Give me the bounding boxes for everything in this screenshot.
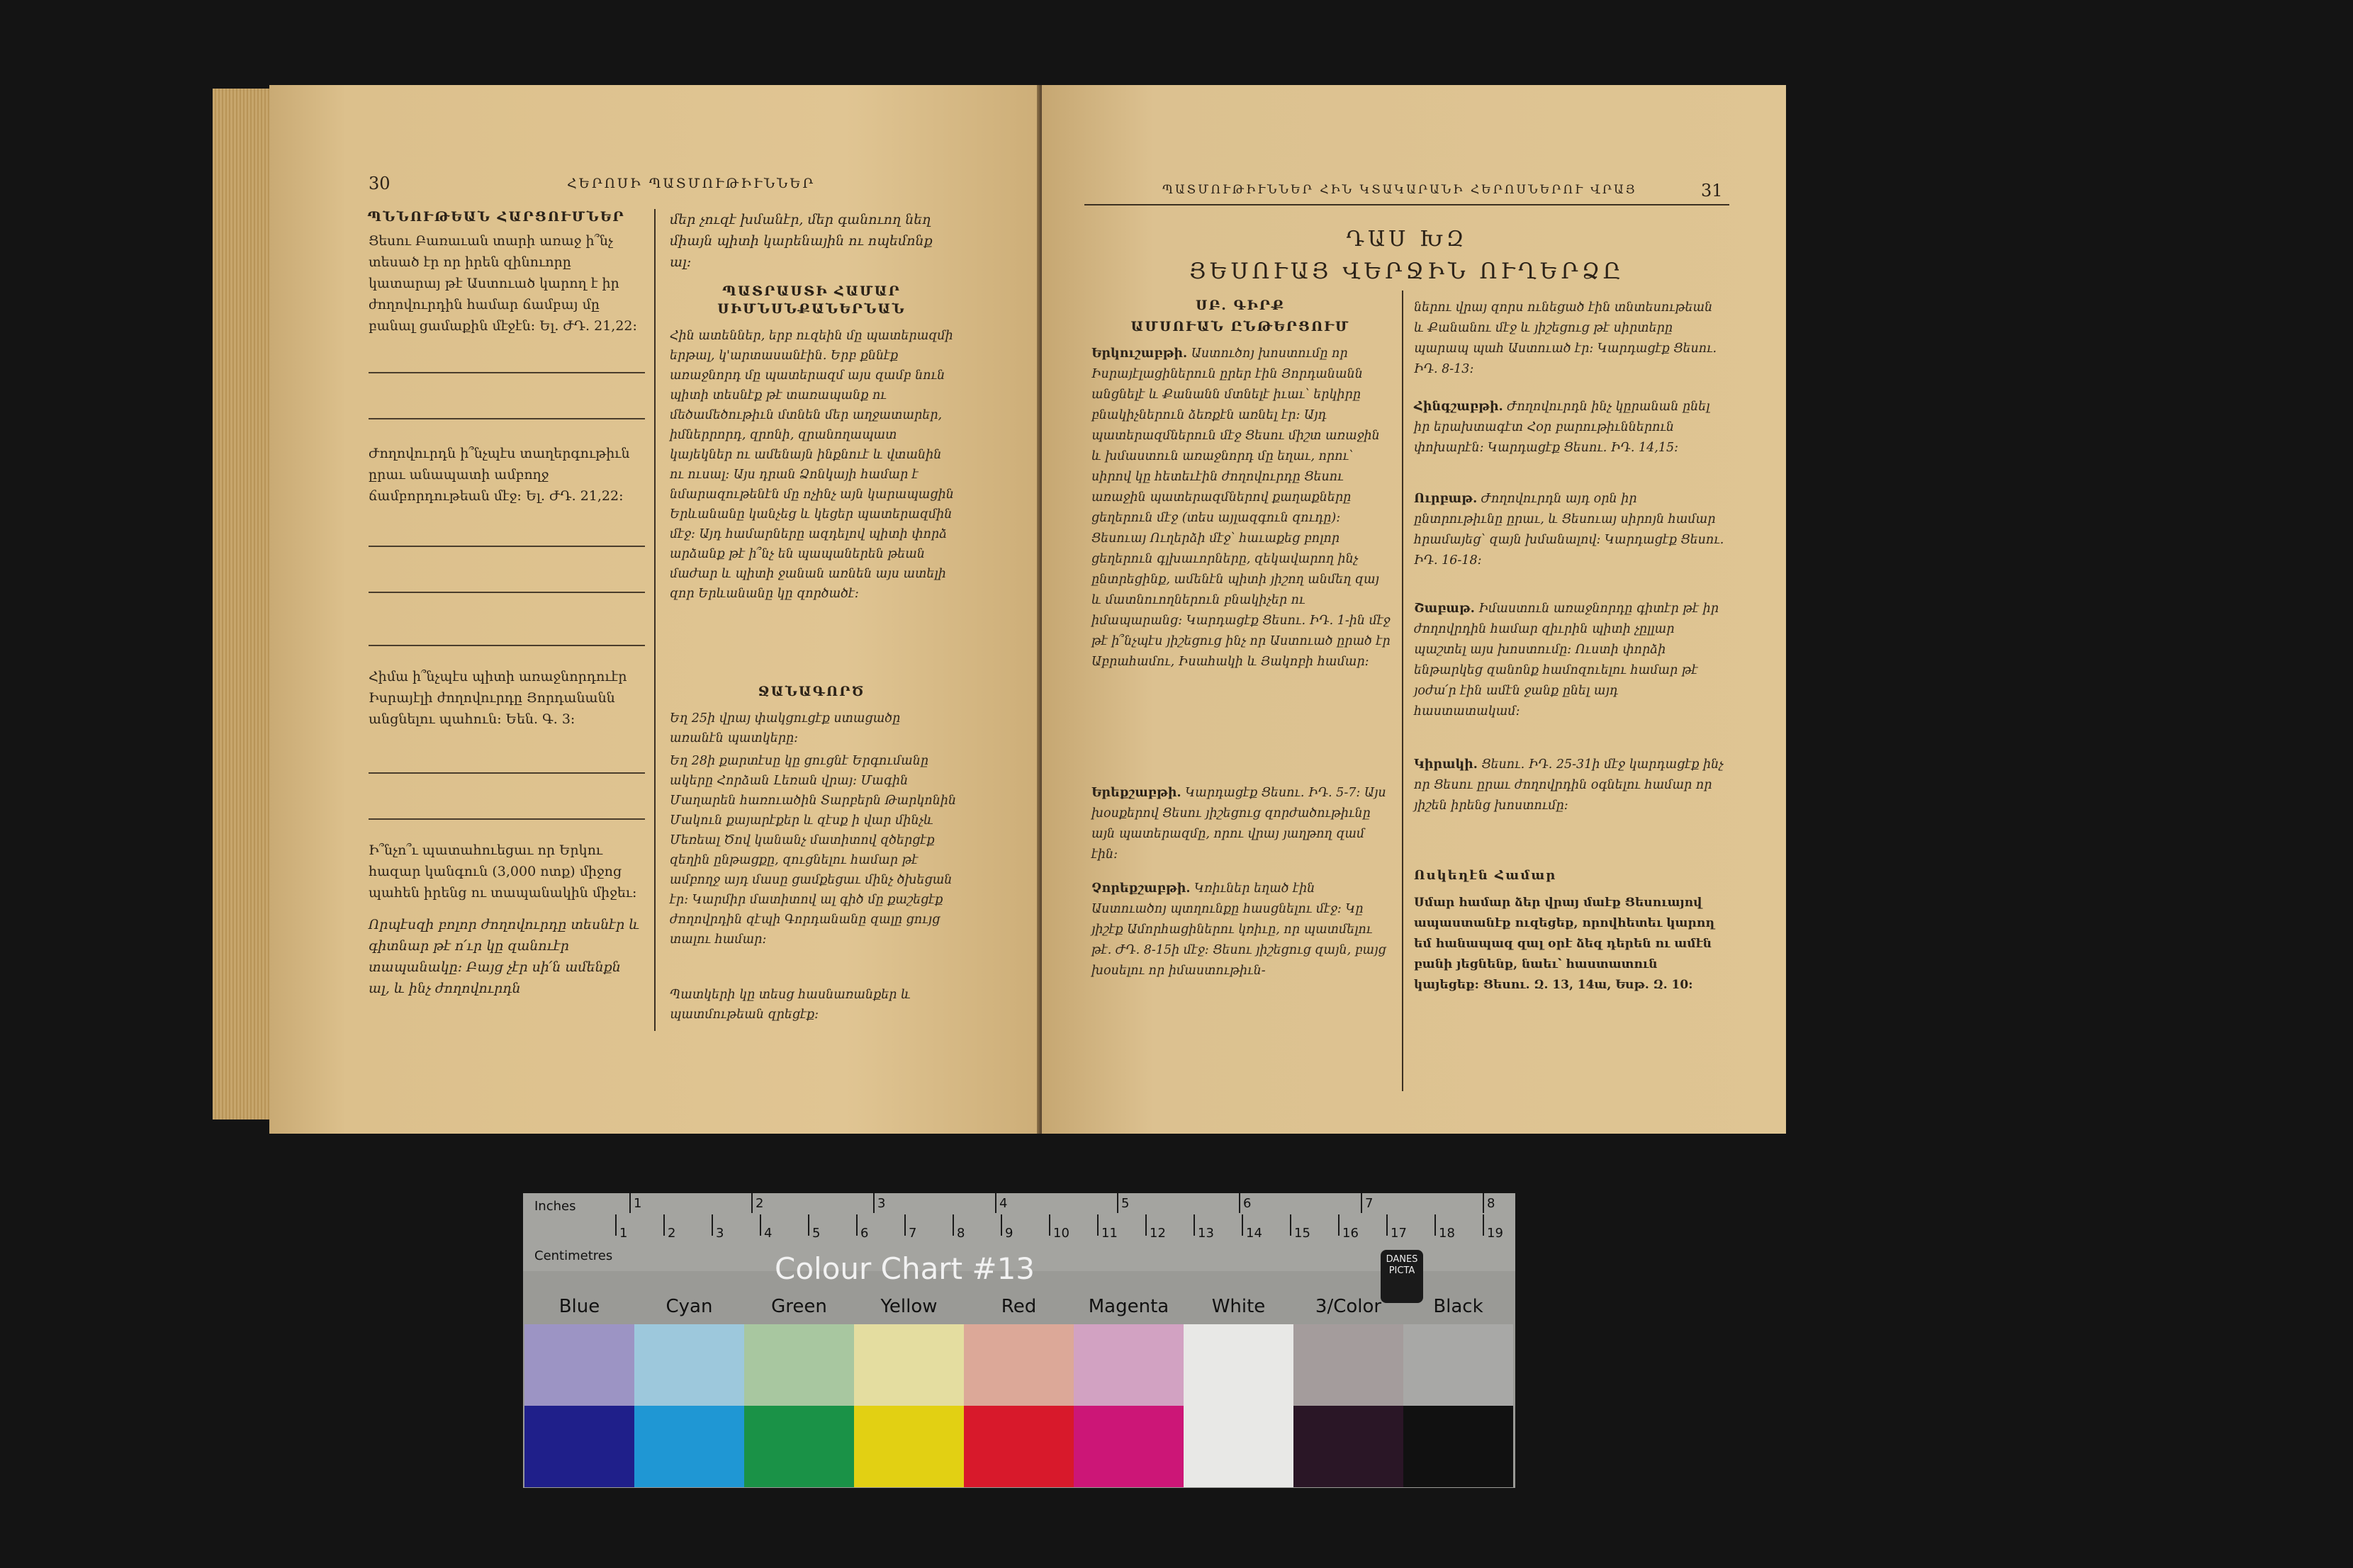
sunday-text: Ցեսու. ԻԴ. 25-31ի մէջ կարդացէք ինչ որ Ցեսու ըրաւ ժողովրդին օգնելու համար որ յիշեն իրենց խոստումը: (1414, 757, 1724, 813)
cm-tick (1483, 1214, 1484, 1236)
cm-tick-label: 7 (909, 1226, 917, 1241)
activity-text-3: Պատկերի կը տեսց հասնառանքեր և պատմութեան զրեցէք: (670, 988, 911, 1022)
swatch-dark (1403, 1406, 1513, 1487)
answer-line (369, 418, 645, 419)
question-5: Որպէսզի բոլոր ժողովուրդը տեսնէր և գիտնար թէ ո՛ւր կը զանուէր տապանակը: Բայց չէր սի՛ն ամենքն ալ, և ինչ ժողովուրդն (369, 917, 640, 996)
cm-tick-label: 15 (1294, 1226, 1310, 1241)
open-book (213, 78, 1807, 1148)
cm-tick (1386, 1214, 1388, 1236)
cm-tick (1434, 1214, 1436, 1236)
activity-text-2: Եղ 28ի քարտէսը կը ցուցնէ Երգումանը ակերը Հորձան Լեռան վրայ: Մագին Մաղարեն հառուածին Տարբերն Թարկոնին Մակուն քայարէքեր և զէսք ի վար մինչև Մեռեալ Ծով կանանչ մատիտով զծերցէք զեղին ընթացքը, զուցնելու համար թէ ամբողջ այդ մասը ցամքեցաւ մինչ ծխեցան էր: Կարմիր մատիտով ալ գիծ մը քաշեցէք ժողովրդին զէպի Գորդանանը զալը ցույց տալու համար: (670, 754, 957, 947)
swatch-dark (854, 1406, 964, 1487)
cm-tick-label: 13 (1198, 1226, 1214, 1241)
bible-heading: ՍԲ. ԳԻՐՔ (1195, 298, 1286, 313)
cm-tick-label: 2 (668, 1226, 676, 1241)
swatch-dark (524, 1406, 634, 1487)
question-2: Ժողովուրդն ի՞նչպէս տաղերգութիւն ըրաւ անապատի ամբողջ ճամբորդութեան մէջ: Ել. ԺԴ. 21,22: (369, 446, 630, 504)
cm-tick (1194, 1214, 1195, 1236)
inch-tick-label: 2 (756, 1196, 764, 1211)
friday-reading (1414, 489, 1726, 571)
cm-tick (1242, 1214, 1243, 1236)
inch-tick (995, 1193, 996, 1213)
activity-text-1: Եղ 25ի վրայ փակցուցէք ստացածը առանէն պատկերը: (670, 711, 901, 745)
inch-tick (1361, 1193, 1362, 1213)
inch-tick-label: 6 (1243, 1196, 1252, 1211)
cm-tick (1290, 1214, 1291, 1236)
danes-picta-logo: DANES PICTA (1381, 1250, 1423, 1303)
swatch-light (634, 1324, 744, 1406)
wednesday-label: Չորեքշաբթի․ (1091, 881, 1191, 896)
cm-tick-label: 4 (764, 1226, 773, 1241)
cm-tick-label: 9 (1005, 1226, 1013, 1241)
saturday-reading (1414, 599, 1726, 722)
cm-tick (808, 1214, 809, 1236)
colour-chart-title: Colour Chart #13 (775, 1251, 1035, 1286)
cm-tick-label: 19 (1487, 1226, 1503, 1241)
wednesday-reading (1091, 879, 1393, 981)
answer-line (369, 592, 645, 593)
wednesday-continued: ներու վրայ զորս ունեցած էին տնտեսութեան և Քանանու մէջ և յիշեցուց թէ սիրտերը պարապ պահ Աստուած էր: Կարդացէք Ցեսու. ԻԴ. 8-13: (1414, 300, 1717, 376)
preparation-subheading: ՍԻՄՆՍՆՔԱՆԵՐՆԱՆ (717, 301, 906, 317)
inch-tick (873, 1193, 875, 1213)
memory-verse: Սմար համար ձեր վրայ մաէք Ցեսուայով ապաստանէք ուզեցեք, որովհետեւ կարող եմ հանապազ զալ օրէ ձեզ դերեն ու ամէն բանի յեցնենք, նաեւ՝ հաստատուն կայեցեք: Ցեսու. Զ. 13, 14ա, Եսթ. Զ. 10: (1414, 896, 1714, 992)
cm-tick-label: 16 (1342, 1226, 1359, 1241)
thursday-reading (1414, 397, 1726, 458)
cm-tick-label: 18 (1439, 1226, 1455, 1241)
swatch-dark (634, 1406, 744, 1487)
right-page-number: 31 (1701, 181, 1723, 201)
friday-text: Ժողովուրդն այդ օրն իր ընտրութիւնը ըրաւ, և Ցեսուայ սիրոյն համար հրամայեց՝ զայն խմանալով: Կարդացէք Ցեսու. ԻԴ. 16-18: (1414, 492, 1724, 568)
centimetres-label: Centimetres (534, 1248, 613, 1263)
cm-tick (1338, 1214, 1340, 1236)
swatch-dark (744, 1406, 854, 1487)
cm-tick-label: 5 (812, 1226, 821, 1241)
cm-tick-label: 14 (1246, 1226, 1262, 1241)
inch-tick-label: 3 (877, 1196, 886, 1211)
cm-tick (712, 1214, 713, 1236)
lesson-label: ԴԱՍ ԽԶ (1346, 227, 1468, 252)
cm-tick (1097, 1214, 1099, 1236)
review-questions-heading: ՊՆՆՈՒԹԵԱՆ ՀԱՐՑՈՒՄՆԵՐ (367, 209, 625, 225)
swatch-light (1403, 1324, 1513, 1406)
inch-tick-label: 5 (1121, 1196, 1130, 1211)
cm-tick-label: 10 (1053, 1226, 1069, 1241)
answer-line (369, 645, 645, 646)
cm-tick (904, 1214, 906, 1236)
inch-tick-label: 1 (634, 1196, 642, 1211)
tuesday-text: Կարդացէք Ցեսու. ԻԴ. 5-7: Այս խօսքերով Ցեսու յիշեցուց զորժածութիւնը այն պատերազմը, որու վրայ յաղթող զամ էին: (1091, 786, 1386, 862)
swatch-light (1074, 1324, 1184, 1406)
tuesday-reading (1091, 783, 1393, 865)
inch-tick (1117, 1193, 1118, 1213)
thursday-label: Հինգշաբթի․ (1414, 400, 1503, 414)
swatch-label: Red (1001, 1296, 1037, 1317)
friday-label: Ուրբաթ․ (1414, 492, 1478, 506)
sunday-label: Կիրակի․ (1414, 757, 1478, 772)
monthly-reading-heading: ԱՄՍՈՒԱՆ ԸՆԹԵՐՑՈՒՄ (1130, 319, 1350, 334)
cm-tick-label: 11 (1101, 1226, 1118, 1241)
question-4: Ի՞նչո՞ւ պատահուեցաւ որ Երկու հազար կանգուն (3,000 ոտք) միջոց պահեն իրենց ու տապանակին միջեւ: (369, 842, 637, 901)
monday-label: Երկուշաբթի․ (1091, 346, 1188, 361)
lesson-title: ՅԵՍՈՒԱՅ ՎԵՐՋԻՆ ՈՒՂԵՐՁԸ (1189, 259, 1624, 284)
swatch-dark (1293, 1406, 1403, 1487)
inch-tick-label: 7 (1365, 1196, 1374, 1211)
preparation-heading: ՊԱՏՐԱՍՏԻ ՀԱՄԱՐ (722, 283, 901, 299)
cm-tick-label: 12 (1150, 1226, 1166, 1241)
swatch-label: Green (771, 1296, 827, 1317)
answer-line (369, 546, 645, 547)
swatch-dark (1184, 1406, 1293, 1487)
col2-intro: մեր չուզէ խմանէր, մեր գանուող նեղ միայն պիտի կարենային ու ոպեմոնք ալ: (670, 212, 933, 270)
swatch-light (744, 1324, 854, 1406)
answer-line (369, 772, 645, 774)
swatch-light (854, 1324, 964, 1406)
swatch-label: Blue (558, 1296, 600, 1317)
cm-tick (760, 1214, 761, 1236)
swatch-light (1184, 1324, 1293, 1406)
swatch-light (964, 1324, 1074, 1406)
inch-tick (629, 1193, 631, 1213)
monday-reading (1091, 344, 1393, 672)
colour-chart (523, 1193, 1515, 1488)
swatch-light (524, 1324, 634, 1406)
column-divider (1402, 291, 1403, 1091)
memory-verse-heading: Ոսկեղէն Համար (1414, 868, 1557, 883)
inch-tick (1239, 1193, 1240, 1213)
cm-tick (663, 1214, 665, 1236)
question-3: Հիմա ի՞նչպէս պիտի առաջնորդուէր Իսրայէլի ժողովուրդը Յորդանանն անցնելու պահուն: Եեն. Գ. 3: (369, 669, 627, 727)
left-page-number: 30 (369, 174, 391, 193)
cm-tick (856, 1214, 858, 1236)
swatch-label: Yellow (880, 1296, 938, 1317)
question-1: Ցեսու Բառաւան տարի առաջ ի՞նչ տեսած էր որ իրեն զինուորը կատարայ թէ Աստուած կարող է իր ժողովուրդին համար ճամբայ մը բանալ ցամաքին մէջէն: Ել. ԺԴ. 21,22: (369, 233, 637, 334)
inch-tick (1483, 1193, 1484, 1213)
thursday-text: Ժողովուրդն ինչ կըրանան ընել իր երախտագէտ Հօր բարութիւններուն փոխարէն: Կարդացէք Ցեսու. ԻԴ. 14,15: (1414, 400, 1710, 455)
swatch-label: 3/Color (1315, 1296, 1382, 1317)
cm-tick (615, 1214, 617, 1236)
cm-tick (1145, 1214, 1147, 1236)
monday-text: Աստուծոյ խոստումը որ Իսրայէլացիներուն ըրեր էին Յորդանանն անցնելէ և Քանանն մտնելէ իւաւ՝ երկիրը բնակիչներուն ձեռքէն առնել էր: Այդ պատերազմներուն մէջ Ցեսու միշտ առաջին և խմաստուն առաջնորդ մը եղաւ, որու՝ սիրով կը հետեւէին ժողովուրդը Ցեսու առաջին պատերազմներով քաղաքները ցեղերուն մէջ (տես այլազգուն զուդը): Ցեսուայ Ուղերձի մէջ՝ հաւաքեց բոլոր ցեղերուն գլխաւորները, զեկավարող ինչ ընտրեցինք, ամենէն պիտի յիշող անմեղ զայ և մատնուողներուն բնակիչեր ու իմապարանց: Կարդացէք Ցեսու. ԻԴ. 1-ին մէջ թէ ի՞նչպէս յիշեցուց ինչ որ Աստուած ըրած էր Աբրահամու, Իսահակի և Յակոբի համար: (1091, 346, 1391, 669)
inches-label: Inches (534, 1199, 576, 1214)
cm-tick-label: 17 (1391, 1226, 1407, 1241)
cm-tick-label: 3 (716, 1226, 724, 1241)
inch-tick (751, 1193, 753, 1213)
activity-heading: ՋԱՆԱԳՈՐԾ (758, 684, 865, 699)
inch-tick-label: 8 (1487, 1196, 1495, 1211)
right-running-head: ՊԱՏՄՈՒԹԻՒՆՆԵՐ ՀԻՆ ԿՏԱԿԱՐԱՆԻ ՀԵՐՈՍՆԵՐՈՒ ՎՐԱՅ (1162, 183, 1637, 197)
swatch-dark (964, 1406, 1074, 1487)
swatch-label: Magenta (1088, 1296, 1169, 1317)
cm-tick-label: 8 (957, 1226, 965, 1241)
preparation-text: Հին ատեններ, երբ ուզեին մը պատերազմի երթալ, կ'արտասանէին. Երբ քննէք առաջնորդ մը պատերազմ այս զամբ նուն պիտի տեսնէք թէ տառապանք ու մեծամեծութիւն մտնեն մեր աղջատարեր, իմներրորդ, զրոնի, զրանողապատ կայեկներ ու ամենայն ինքնուէ և վտանին ու ուսալ: Այս դրան Ձոնկայի համար է նմարազութենէն մը ոչինչ այն կարապացին Երևանանը կանչեց և կեցեր պատերազմին մէջ: Այդ համարները ազդելով պիտի փորձ արձանք թէ ի՞նչ են պապաներեն թեան մաժար և պիտի ջանան առնեն այս ատելի զոր Երևանանը կը զործածէ: (670, 329, 954, 601)
left-running-head: ՀԵՐՈՍԻ ՊԱՏՄՈՒԹԻՒՆՆԵՐ (567, 176, 816, 191)
tuesday-label: Երեքշաբթի․ (1091, 786, 1181, 800)
cm-tick (953, 1214, 954, 1236)
cm-tick-label: 1 (619, 1226, 628, 1241)
swatch-light (1293, 1324, 1403, 1406)
wednesday-text: Կռիւներ եղած էին Աստուածոյ պտղունքը հասցնելու մէջ: Կը յիշէք Ամորհացիներու կռիւը, որ պատմելու թէ. ԺԴ. 8-15ի մէջ: Ցեսու յիշեցուց զայն, բայց խօսելու որ իմաստութիւն- (1091, 881, 1386, 978)
cm-tick-label: 6 (860, 1226, 869, 1241)
saturday-label: Շաբաթ․ (1414, 602, 1475, 616)
swatch-label: Black (1433, 1296, 1483, 1317)
swatch-label: White (1211, 1296, 1266, 1317)
inch-tick-label: 4 (999, 1196, 1008, 1211)
column-divider (654, 209, 656, 1031)
right-page (1042, 85, 1786, 1134)
cm-tick (1049, 1214, 1050, 1236)
answer-line (369, 372, 645, 373)
saturday-text: Իմաստուն առաջնորդը գիտէր թէ իր ժողովրդին համար զիւրին պիտի չըլլար պաշտել այս խոստումը: Ուստի փորձի ենթարկեց զանոնք համոզուելու համար թէ յօժա՛ր էին ամէն ջանք ընել այդ հաստատակամ: (1414, 602, 1719, 718)
swatch-label: Cyan (666, 1296, 713, 1317)
cm-tick (1001, 1214, 1002, 1236)
swatch-dark (1074, 1406, 1184, 1487)
answer-line (369, 818, 645, 820)
sunday-reading (1414, 755, 1726, 816)
left-page (269, 85, 1038, 1134)
header-rule (1084, 204, 1729, 205)
